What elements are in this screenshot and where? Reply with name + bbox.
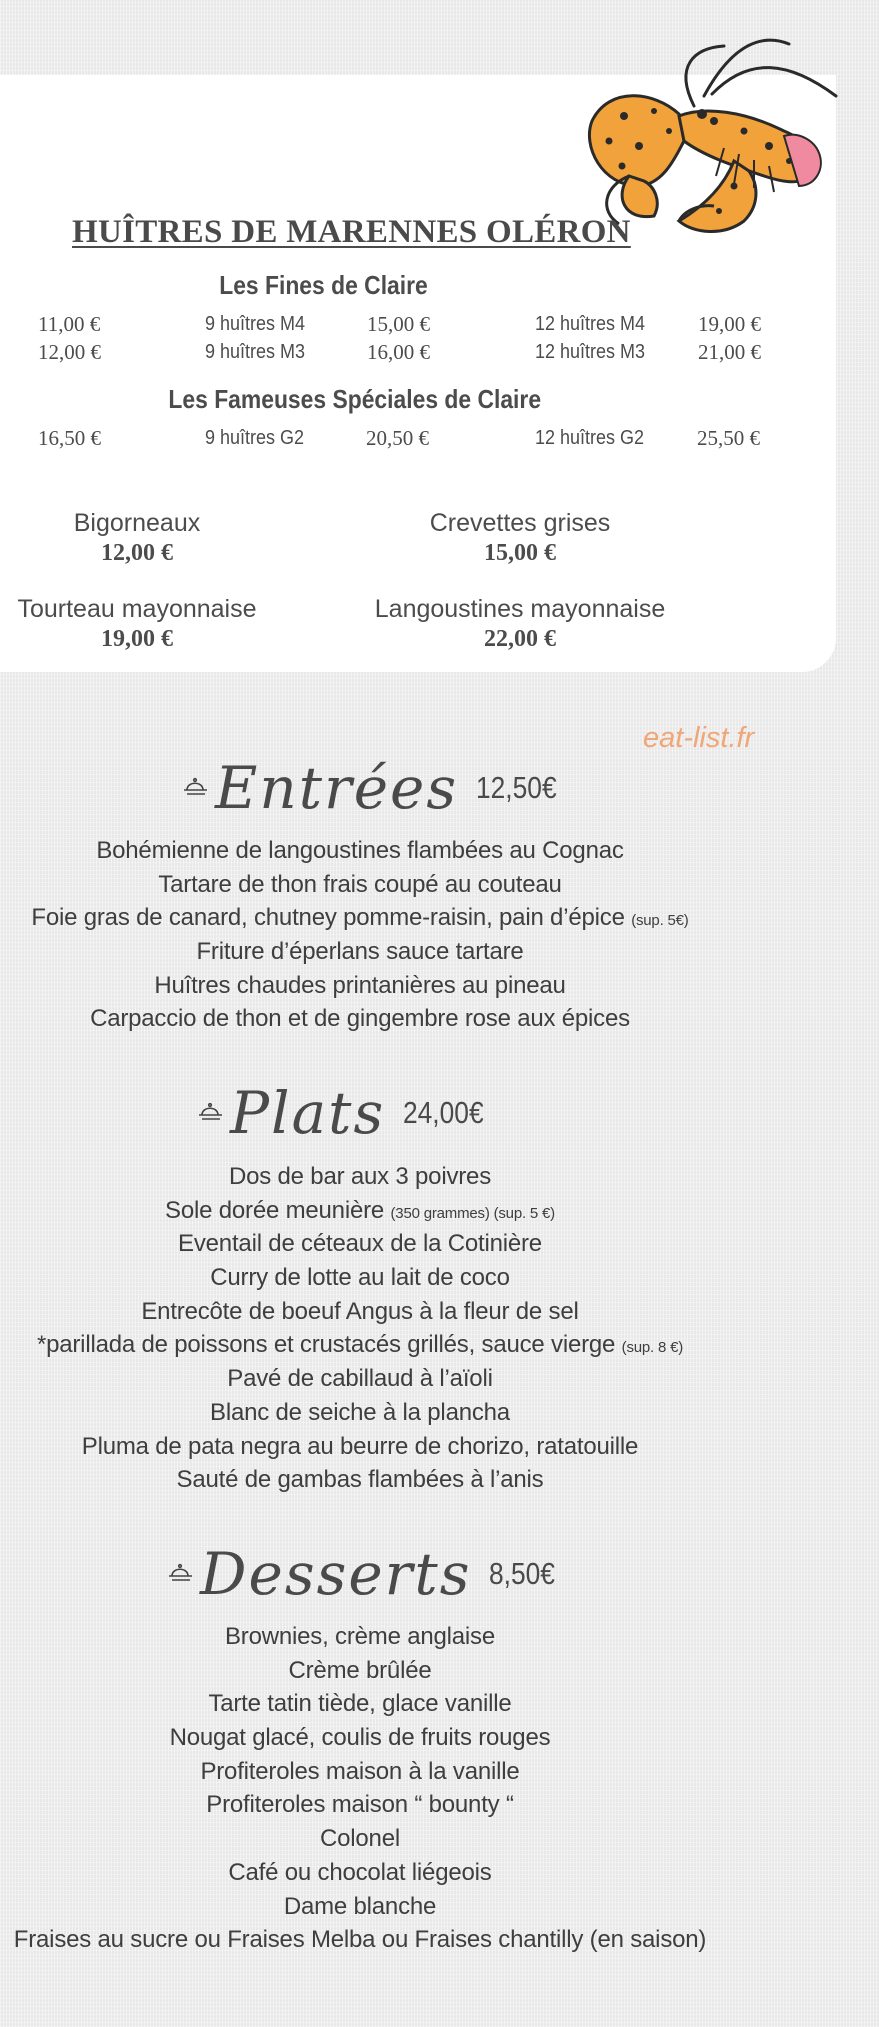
fines-row1-price1: 11,00 € [38,312,101,336]
speciales-row1-price1: 16,50 € [38,426,101,450]
menu-item-text: Nougat glacé, coulis de fruits rouges [169,1724,551,1752]
menu-item-text: Sole dorée meunière [165,1196,385,1224]
menu-item [0,935,720,969]
menu-item [0,1654,720,1688]
crevettes-price: 15,00 € [484,540,556,566]
menu-item-supplement: (sup. 5€) [631,912,689,930]
menu-item [0,868,720,902]
menu-item [0,1160,720,1194]
desserts-list [0,1620,720,1957]
menu-item [0,1923,720,1957]
plats-price: 24,00€ [403,1095,484,1130]
fines-row2-qty2: 12 huîtres M3 [535,341,646,363]
menu-item [0,1620,720,1654]
menu-item-text: Pluma de pata negra au beurre de chorizo, ratatouille [81,1432,639,1460]
menu-item-text: Blanc de seiche à la plancha [210,1398,510,1426]
menu-item [0,901,720,935]
crevettes-name: Crevettes grises [429,509,611,537]
fines-row1-qty1: 9 huîtres M4 [205,313,306,335]
tourteau-price: 19,00 € [101,626,173,652]
entrees-price: 12,50€ [476,770,557,805]
menu-item [0,1362,720,1396]
langoustines-price: 22,00 € [484,626,556,652]
menu-item [0,1328,720,1362]
menu-item [0,1890,720,1924]
fines-row2-price2: 16,00 € [367,340,430,364]
menu-item [0,1002,720,1036]
entrees-heading [183,754,571,822]
menu-item-text: Bohémienne de langoustines flambées au Cognac [96,837,624,864]
speciales-row1-price2: 20,50 € [366,426,429,450]
fines-row2-price3: 21,00 € [698,340,761,364]
menu-item [0,1227,720,1261]
dome-icon [183,775,209,801]
entrees-title: Entrées [215,754,459,822]
fines-row2-qty1: 9 huîtres M3 [205,341,306,363]
plats-heading [198,1079,498,1147]
langoustines-name: Langoustines mayonnaise [374,595,666,623]
menu-item-text: Entrecôte de boeuf Angus à la fleur de sel [141,1297,579,1325]
menu-item-text: Tartare de thon frais coupé au couteau [158,870,562,898]
menu-item-text: Colonel [320,1825,400,1853]
plats-list [0,1160,720,1497]
menu-item [0,1430,720,1464]
menu-item [0,1755,720,1789]
fines-row1-price2: 15,00 € [367,312,430,336]
menu-item [0,1463,720,1497]
desserts-title: Desserts [200,1540,472,1608]
menu-item [0,1295,720,1329]
menu-item-text: Dame blanche [283,1892,437,1920]
menu-item [0,1788,720,1822]
menu-item-text: *parillada de poissons et crustacés grillés, sauce vierge [36,1331,616,1359]
speciales-row1-price3: 25,50 € [697,426,760,450]
fines-row2-price1: 12,00 € [38,340,101,364]
watermark: eat-list.fr [643,722,755,754]
menu-item-text: Profiteroles maison “ bounty “ [206,1791,514,1819]
speciales-de-claire-heading: Les Fameuses Spéciales de Claire [168,384,542,414]
fines-row1-qty2: 12 huîtres M4 [535,313,646,335]
menu-item-text: Huîtres chaudes printanières au pineau [154,971,566,999]
dome-icon [168,1561,194,1587]
fines-de-claire-heading: Les Fines de Claire [219,270,428,300]
menu-item [0,834,720,868]
tourteau-name: Tourteau mayonnaise [17,595,257,623]
menu-item-text: Tarte tatin tiède, glace vanille [208,1690,512,1718]
menu-item-text: Profiteroles maison à la vanille [200,1757,520,1785]
menu-item-text: Foie gras de canard, chutney pomme-raisin, pain d’épice [31,904,625,932]
menu-item-text: Brownies, crème anglaise [225,1623,495,1650]
desserts-heading [168,1540,567,1608]
speciales-row1-qty2: 12 huîtres G2 [535,427,645,449]
plats-title: Plats [230,1079,386,1147]
bigorneaux-price: 12,00 € [101,540,173,566]
menu-item-text: Pavé de cabillaud à l’aïoli [227,1365,493,1393]
dome-icon [198,1100,224,1126]
menu-item-text: Sauté de gambas flambées à l’anis [176,1466,544,1494]
menu-item-text: Curry de lotte au lait de coco [210,1264,510,1292]
menu-item [0,1822,720,1856]
fines-row1-price3: 19,00 € [698,312,761,336]
menu-item [0,1396,720,1430]
desserts-price: 8,50€ [489,1556,556,1591]
menu-item-text: Crème brûlée [288,1656,432,1684]
menu-item-text: Eventail de céteaux de la Cotinière [178,1230,542,1258]
menu-item-text: Dos de bar aux 3 poivres [228,1163,491,1190]
speciales-row1-qty1: 9 huîtres G2 [205,427,305,449]
menu-item [0,1856,720,1890]
menu-item [0,1687,720,1721]
lobster-illustration [584,36,844,241]
menu-item-text: Café ou chocolat liégeois [228,1858,492,1886]
menu-item-text: Fraises au sucre ou Fraises Melba ou Fraises chantilly (en saison) [13,1926,707,1954]
bigorneaux-name: Bigorneaux [73,509,201,537]
entrees-list [0,834,720,1036]
menu-item-supplement: (sup. 8 €) [621,1339,684,1357]
menu-item [0,1194,720,1228]
menu-item-text: Friture d’éperlans sauce tartare [196,938,524,966]
menu-item-text: Carpaccio de thon et de gingembre rose aux épices [90,1005,630,1033]
menu-item [0,969,720,1003]
menu-item-supplement: (350 grammes) (sup. 5 €) [390,1204,555,1222]
oysters-title: HUÎTRES DE MARENNES OLÉRON [72,214,631,250]
menu-item [0,1261,720,1295]
menu-item [0,1721,720,1755]
